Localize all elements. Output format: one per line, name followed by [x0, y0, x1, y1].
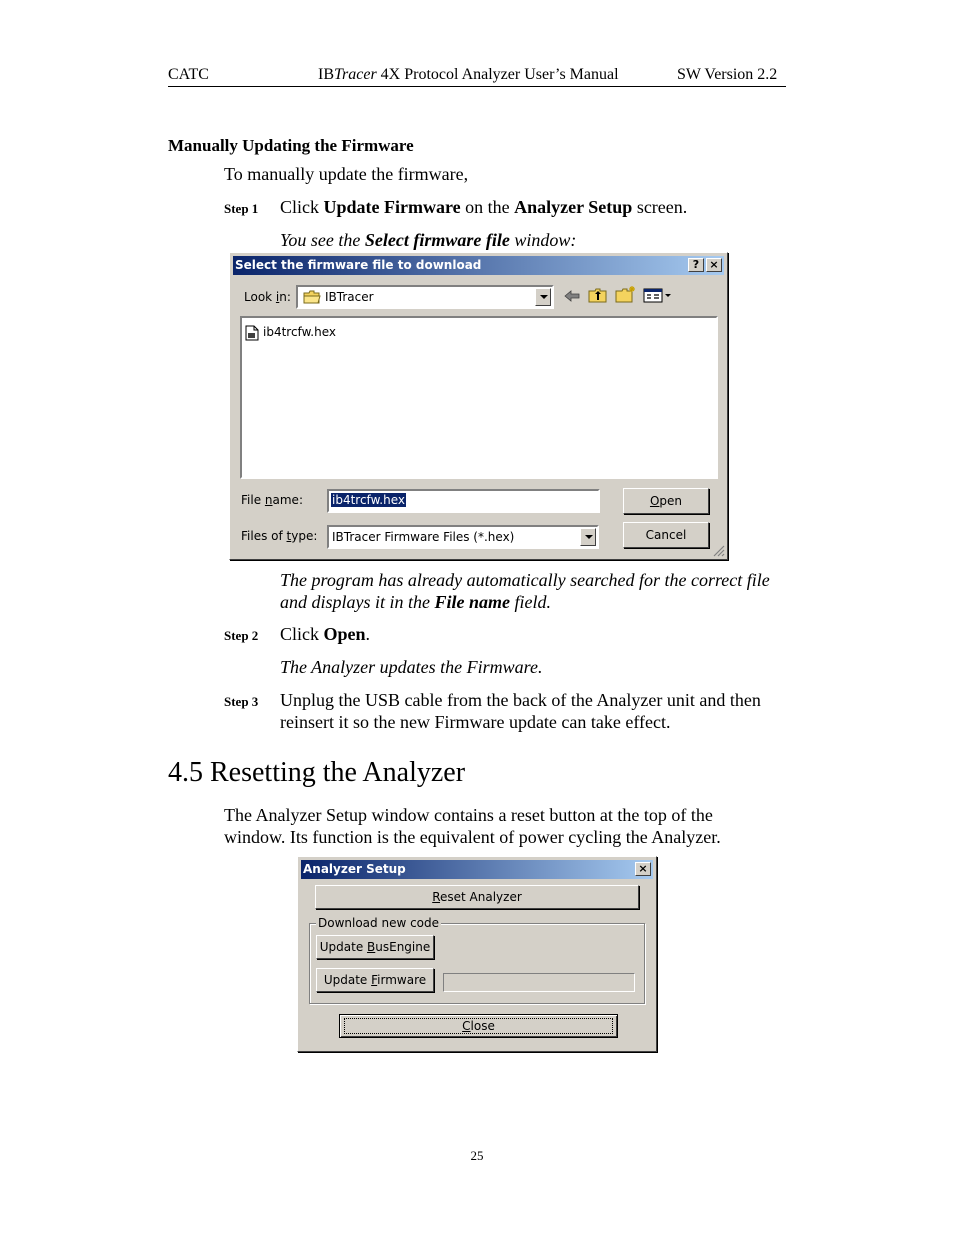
- file-dialog-close-button[interactable]: ×: [706, 258, 722, 272]
- firmware-pre: Update: [323, 973, 372, 987]
- step2-label: Step 2: [224, 628, 259, 643]
- step1-pre: Click: [280, 197, 324, 217]
- lookin-label-pre: Look: [244, 290, 276, 304]
- header-title-italic: Tracer: [334, 66, 377, 83]
- step2-text: [280, 623, 370, 645]
- back-arrow-icon[interactable]: [563, 289, 581, 303]
- filename-label: [241, 493, 303, 507]
- step3-line1: Unplug the USB cable from the back of the Analyzer unit and then: [280, 690, 761, 710]
- header-left: CATC: [168, 66, 209, 83]
- header-right: SW Version 2.2: [677, 66, 778, 83]
- file-list[interactable]: [240, 316, 718, 479]
- reset-para-line1: The Analyzer Setup window contains a reset button at the top of the: [224, 805, 713, 825]
- lookin-combo[interactable]: [296, 285, 554, 309]
- firmware-progress-bar: [443, 973, 635, 992]
- help-button[interactable]: ?: [688, 258, 704, 272]
- page-number: 25: [470, 1148, 484, 1163]
- step1-mid: on the: [460, 197, 515, 217]
- close-button[interactable]: [339, 1014, 618, 1038]
- header-rule: [168, 86, 786, 87]
- close-accel: C: [462, 1019, 471, 1033]
- setup-dialog-close-icon[interactable]: ×: [635, 862, 651, 876]
- file-dialog-title: Select the firmware file to download: [235, 258, 482, 272]
- step2-pre: Click: [280, 624, 324, 644]
- folder-icon: [303, 290, 321, 304]
- step1-post: screen.: [632, 197, 688, 217]
- busengine-post: usEngine: [375, 940, 431, 954]
- reset-accel: R: [432, 890, 441, 904]
- filetype-dropdown-arrow[interactable]: [580, 528, 596, 546]
- filetype-label: [241, 529, 317, 543]
- download-group-label: Download new code: [318, 916, 440, 930]
- lookin-label-accel: i: [275, 290, 280, 304]
- filetype-label-post: ype:: [291, 529, 318, 543]
- intro-text: To manually update the firmware,: [224, 164, 469, 184]
- filetype-combo[interactable]: [327, 525, 599, 549]
- step3-label: Step 3: [224, 694, 259, 709]
- lookin-label: [244, 290, 291, 304]
- step3-line2: reinsert it so the new Firmware update can take effect.: [280, 712, 671, 732]
- open-label: pen: [659, 494, 683, 508]
- step2-post: .: [365, 624, 371, 644]
- filetype-label-pre: Files of: [241, 529, 287, 543]
- busengine-pre: Update: [319, 940, 368, 954]
- step1-bold2: Analyzer Setup: [514, 197, 633, 217]
- filetype-value: IBTracer Firmware Files (*.hex): [332, 530, 515, 544]
- lookin-value: IBTracer: [325, 290, 374, 304]
- note2-post: field.: [510, 592, 551, 612]
- note3-text: The Analyzer updates the Firmware.: [280, 657, 543, 677]
- file-item-name: ib4trcfw.hex: [263, 325, 336, 339]
- step1-bold1: Update Firmware: [323, 197, 461, 217]
- analyzer-setup-dialog: [297, 856, 657, 1052]
- note2-line1: The program has already automatically searched for the correct file: [280, 570, 770, 590]
- note2-pre: and displays it in the: [280, 592, 435, 612]
- resize-grip-icon[interactable]: [712, 544, 725, 557]
- section-heading: Manually Updating the Firmware: [168, 136, 414, 155]
- filename-label-post: ame:: [272, 493, 303, 507]
- note1-post: window:: [509, 230, 577, 250]
- open-button[interactable]: [623, 488, 709, 514]
- step1-text: [280, 196, 687, 218]
- update-firmware-button[interactable]: [316, 968, 434, 992]
- header-title-prefix: IB: [318, 66, 334, 83]
- step1-label: Step 1: [224, 201, 259, 216]
- filename-value: ib4trcfw.hex: [332, 493, 405, 507]
- reset-label: eset Analyzer: [440, 890, 522, 904]
- reset-section-heading: 4.5 Resetting the Analyzer: [168, 757, 466, 788]
- setup-dialog-title: Analyzer Setup: [303, 862, 406, 876]
- hex-file-icon: [245, 325, 259, 341]
- file-dialog-titlebar: [233, 256, 724, 275]
- busengine-accel: B: [367, 940, 376, 954]
- open-accel: O: [649, 494, 660, 508]
- reset-analyzer-button[interactable]: [315, 885, 639, 909]
- header-title: [318, 66, 619, 84]
- step2-bold: Open: [323, 624, 366, 644]
- filename-label-pre: File: [241, 493, 265, 507]
- note2-line2: [280, 591, 551, 613]
- note1-pre: You see the: [280, 230, 365, 250]
- filetype-label-accel: t: [286, 529, 292, 543]
- firmware-accel: F: [371, 973, 378, 987]
- firmware-post: irmware: [377, 973, 427, 987]
- cancel-button[interactable]: Cancel: [623, 522, 709, 548]
- filename-label-accel: n: [264, 493, 273, 507]
- note2-bold: File name: [434, 592, 510, 612]
- lookin-dropdown-arrow[interactable]: [535, 288, 551, 306]
- view-menu-icon[interactable]: [643, 288, 673, 303]
- close-button-focus: [344, 1018, 613, 1034]
- lookin-label-post: n:: [279, 290, 291, 304]
- new-folder-icon[interactable]: [615, 285, 637, 304]
- note1-bold: Select firmware file: [364, 230, 510, 250]
- note1-text: [280, 229, 576, 251]
- reset-para-line2: window. Its function is the equivalent of power cycling the Analyzer.: [224, 827, 721, 847]
- firmware-file-dialog: [229, 252, 728, 560]
- header-title-suffix: 4X Protocol Analyzer User’s Manual: [376, 66, 619, 83]
- update-busengine-button[interactable]: [316, 935, 434, 959]
- close-label: lose: [470, 1019, 495, 1033]
- up-folder-icon[interactable]: [588, 287, 608, 304]
- setup-dialog-titlebar: [301, 860, 653, 879]
- filename-input[interactable]: [327, 489, 600, 513]
